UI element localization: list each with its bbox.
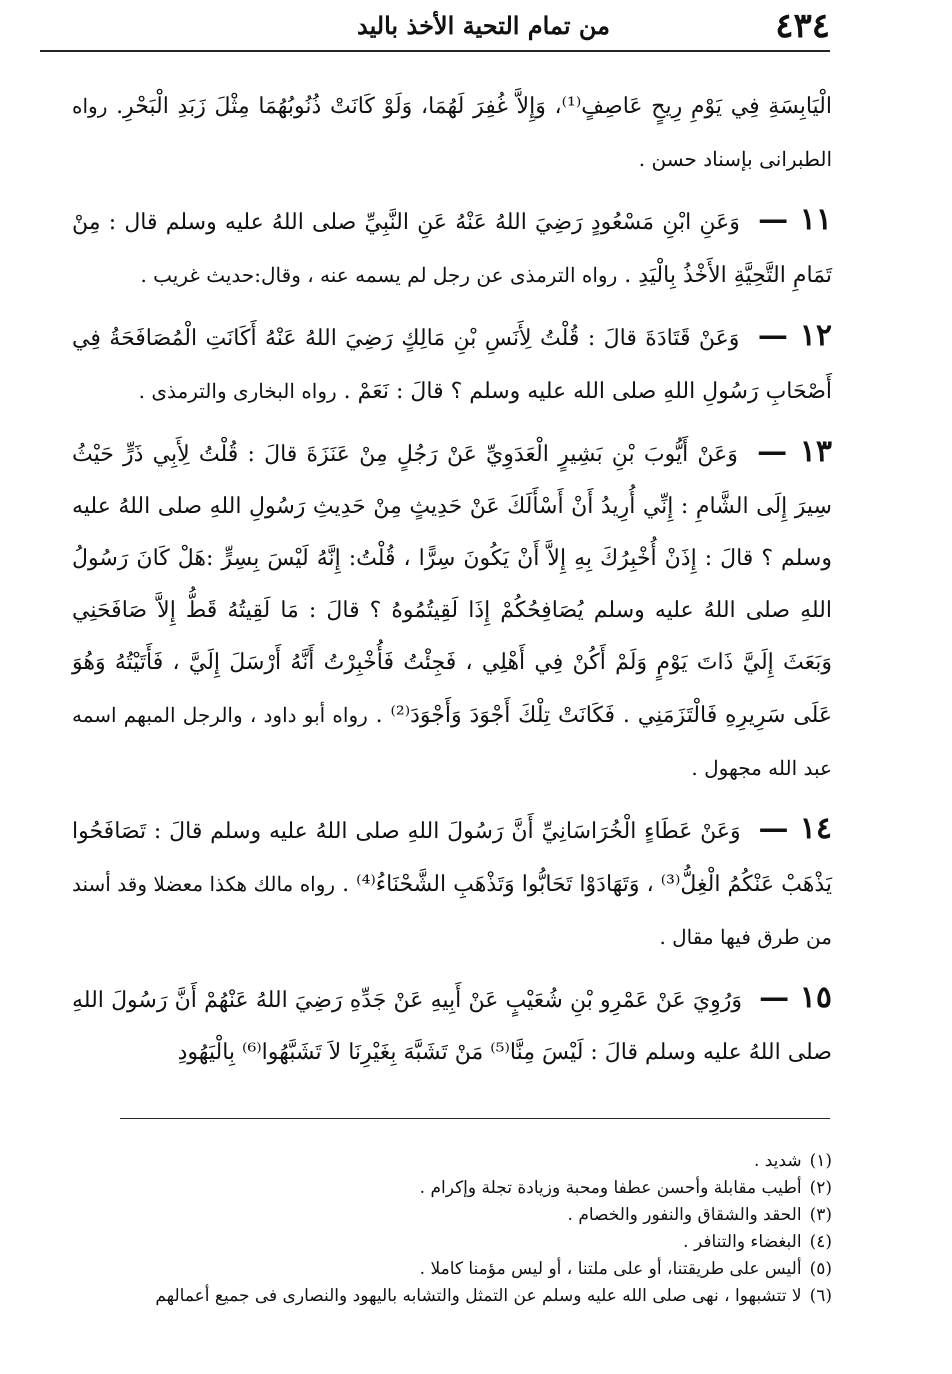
hadith-number: ١٢ — bbox=[757, 318, 832, 353]
hadith-body bbox=[72, 80, 832, 1079]
paragraph-source: رواه البخارى والترمذى . bbox=[138, 379, 337, 403]
footnotes bbox=[112, 1148, 832, 1310]
hadith-number: ١٤ — bbox=[758, 811, 833, 846]
footnote-item bbox=[112, 1148, 832, 1175]
hadith-14 bbox=[72, 803, 832, 964]
footnote-mark: (٤) bbox=[809, 1232, 832, 1252]
paragraph-text: وَعَنِ ابْنِ مَسْعُودٍ رَضِيَ اللهُ عَنْهُ عَنِ النَّبِيِّ صلى اللهُ عليه وسلم قال : مِنْ تَمَامِ التَّحِيَّةِ الأَخْذُ بِالْيَدِ . bbox=[72, 210, 832, 288]
paragraph-text: وَعَنْ عَطَاءٍ الْخُرَاسَانِيِّ أَنَّ رَسُولَ اللهِ صلى اللهُ عليه وسلم قالَ : تَصَافَحُوا يَذْهَبْ عَنْكُمُ الْغِلُّ⁽³⁾ ، وَتَهَادَوْا تَحَابُّوا وَتَذْهَبِ الشَّحْنَاءُ⁽⁴⁾ . bbox=[72, 819, 832, 897]
footnote-item bbox=[112, 1229, 832, 1256]
footnote-text: أليس على طريقتنا، أو على ملتنا ، أو ليس مؤمنا كاملا . bbox=[419, 1259, 802, 1279]
footnote-mark: (٢) bbox=[809, 1178, 832, 1198]
paragraph-source: رواه الترمذى عن رجل لم يسمه عنه ، وقال:حديث غريب . bbox=[140, 263, 618, 287]
footnote-text: الحقد والشقاق والنفور والخصام . bbox=[567, 1205, 802, 1225]
paragraph-text: الْيَابِسَةِ فِي يَوْمِ رِيحٍ عَاصِفٍ⁽¹⁾، وَإِلاَّ غُفِرَ لَهُمَا، وَلَوْ كَانَتْ ذُنُوبُهُمَا مِثْلَ زَبَدِ الْبَحْرِ. bbox=[116, 94, 832, 119]
paragraph-source: رواه الطبرانى بإسناد حسن . bbox=[72, 94, 832, 171]
footnote-mark: (٦) bbox=[809, 1286, 832, 1306]
header-rule bbox=[40, 50, 830, 52]
hadith-13 bbox=[72, 426, 832, 795]
paragraph-text: وَعَنْ قَتَادَةَ قالَ : قُلْتُ لِأَنَسِ بْنِ مَالِكٍ رَضِيَ اللهُ عَنْهُ أَكَانَتِ الْمُصَافَحَةُ فِي أَصْحَابِ رَسُولِ اللهِ صلى الله عليه وسلم ؟ قالَ : نَعَمْ . bbox=[72, 326, 832, 404]
hadith-15 bbox=[72, 972, 832, 1079]
footnote-text: لا تتشبهوا ، نهى صلى الله عليه وسلم عن التمثل والتشابه باليهود والنصارى فى جميع أعمالهم bbox=[155, 1286, 802, 1306]
paragraph-source: رواه مالك هكذا معضلا وقد أسند من طرق فيها مقال . bbox=[72, 872, 832, 949]
footnote-mark: (٣) bbox=[809, 1205, 832, 1225]
hadith-number: ١٣ — bbox=[757, 434, 832, 469]
footnote-text: شديد . bbox=[753, 1151, 802, 1171]
page-number: ٤٣٤ bbox=[775, 6, 830, 46]
footnote-item bbox=[112, 1283, 832, 1310]
hadith-12 bbox=[72, 310, 832, 418]
footnote-mark: (٥) bbox=[809, 1259, 832, 1279]
paragraph-text: وَعَنْ أَيُّوبَ بْنِ بَشِيرٍ الْعَدَوِيِّ عَنْ رَجُلٍ مِنْ عَنَزَةَ قالَ : قُلْتُ لِأَبِي ذَرٍّ حَيْثُ سِيرَ إِلَى الشَّامِ : إِنِّي أُرِيدُ أَنْ أَسْأَلَكَ عَنْ حَدِيثٍ مِنْ حَدِيثِ رَسُولِ اللهِ صلى اللهُ عليه وسلم ؟ قالَ : إِذَنْ أُخْبِرُكَ بِهِ إِلاَّ أَنْ يَكُونَ سِرًّا ، قُلْتُ: إِنَّهُ لَيْسَ بِسِرٍّ :هَلْ كَانَ رَسُولُ اللهِ صلى اللهُ عليه وسلم يُصَافِحُكُمْ إِذَا لَقِيتُمُوهُ ؟ قالَ : مَا لَقِيتُهُ قَطُّ إِلاَّ صَافَحَنِي وَبَعَثَ إِلَيَّ ذَاتَ يَوْمٍ وَلَمْ أَكُنْ فِي أَهْلِي ، فَجِئْتُ فَأُخْبِرْتُ أَنَّهُ أَرْسَلَ إِلَيَّ ، فَأَتَيْتُهُ وَهُوَ عَلَى سَرِيرِهِ فَالْتَزَمَنِي . فَكَانَتْ تِلْكَ أَجْوَدَ وَأَجْوَدَ⁽²⁾ . bbox=[72, 442, 833, 728]
hadith-11 bbox=[72, 194, 832, 302]
page-header bbox=[40, 4, 830, 50]
footnote-item bbox=[112, 1175, 832, 1202]
footnote-mark: (١) bbox=[809, 1151, 832, 1171]
footnote-item bbox=[112, 1202, 832, 1229]
hadith-number: ١١ — bbox=[758, 202, 833, 237]
footnote-text: أطيب مقابلة وأحسن عطفا ومحبة وزيادة تجلة وإكرام . bbox=[419, 1178, 802, 1198]
paragraph-source: رواه أبو داود ، والرجل المبهم اسمه عبد الله مجهول . bbox=[72, 703, 832, 780]
footnote-text: البغضاء والتنافر . bbox=[683, 1232, 802, 1252]
running-title: من تمام التحية الأخذ باليد bbox=[356, 11, 610, 40]
paragraph-text: وَرُوِيَ عَنْ عَمْرِو بْنِ شُعَيْبٍ عَنْ أَبِيهِ عَنْ جَدِّهِ رَضِيَ اللهُ عَنْهُمْ أَنَّ رَسُولَ اللهِ صلى اللهُ عليه وسلم قالَ : لَيْسَ مِنَّا⁽⁵⁾ مَنْ تَشَبَّهَ بِغَيْرِنَا لاَ تَشَبَّهُوا⁽⁶⁾ بِالْيَهُودِ bbox=[72, 988, 832, 1065]
paragraph-continuation bbox=[72, 80, 832, 186]
hadith-number: ١٥ — bbox=[759, 980, 832, 1015]
footnote-rule bbox=[120, 1118, 830, 1119]
footnote-item bbox=[112, 1256, 832, 1283]
